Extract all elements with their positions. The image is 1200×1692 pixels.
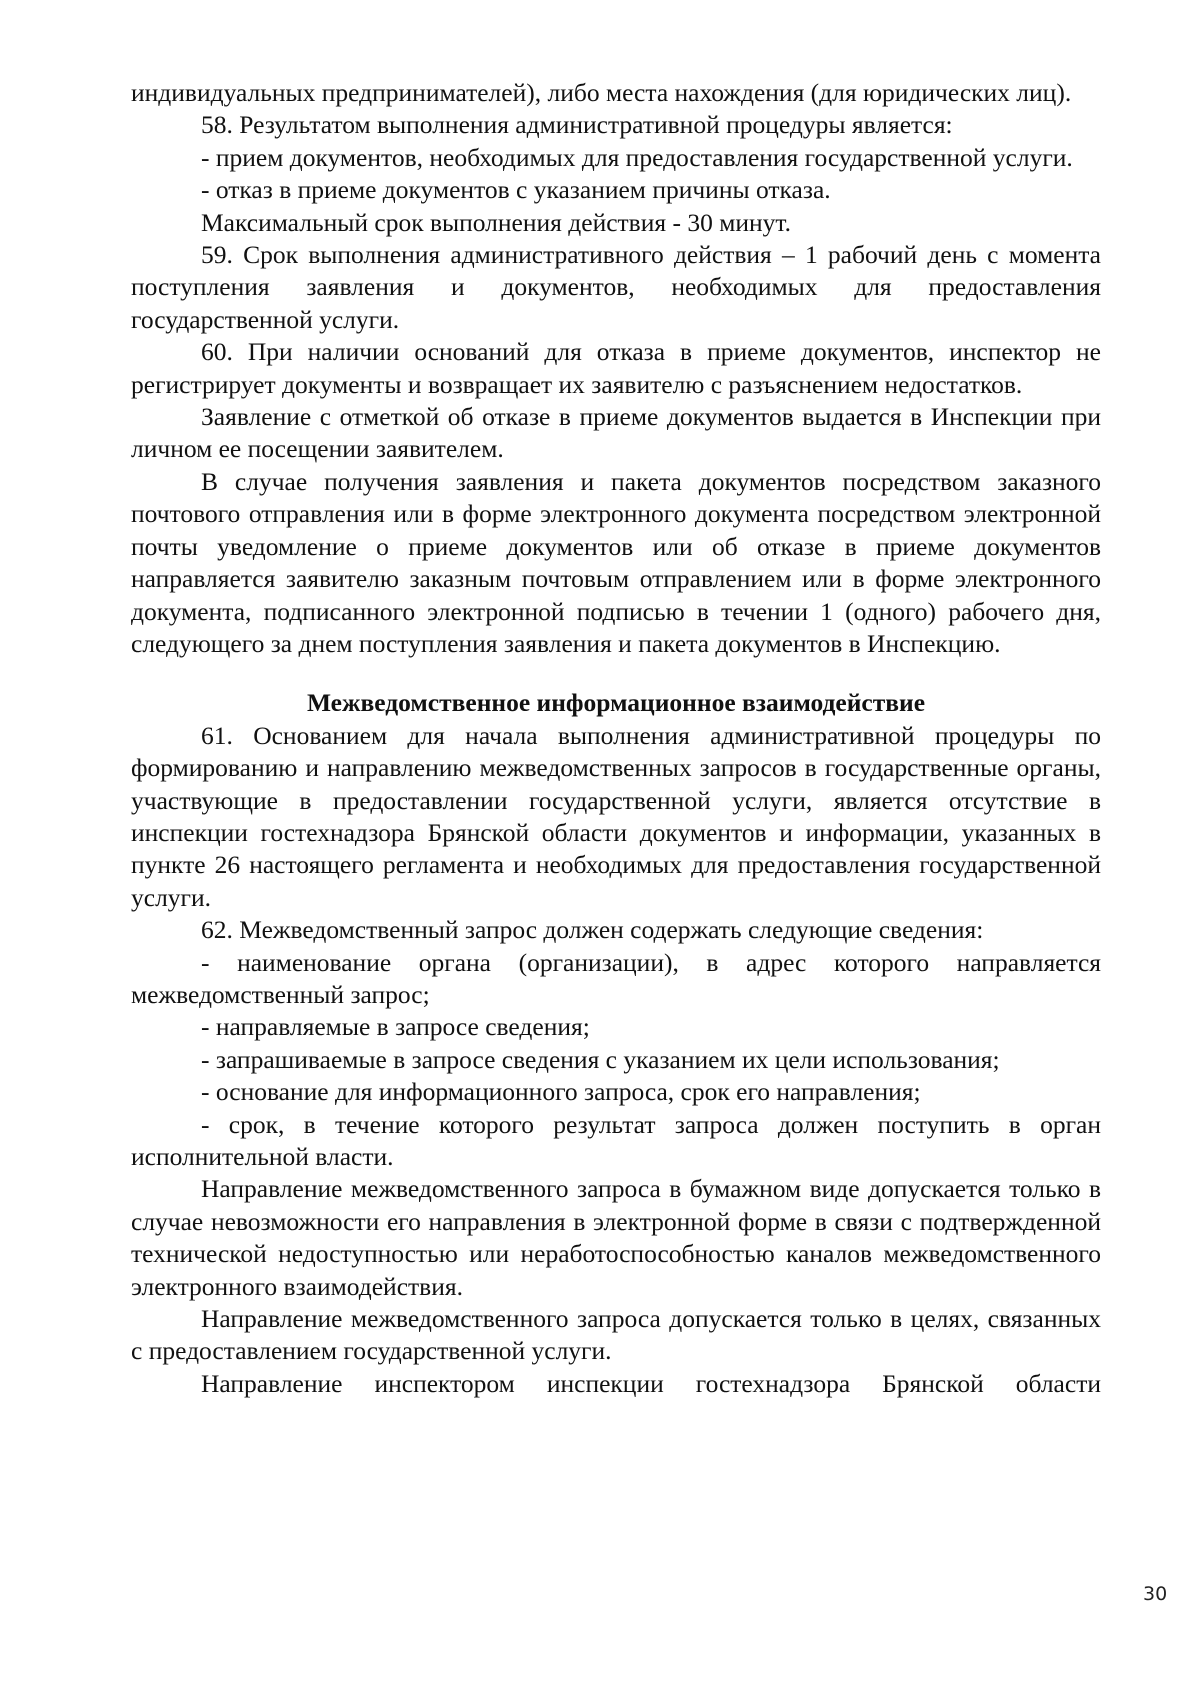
paragraph-request-purpose: Направление межведомственного запроса допускается только в целях, связанных с предоставлением государственной услуги. [131, 1304, 1101, 1366]
document-body [131, 77, 1101, 1400]
paragraph-paper-request: Направление межведомственного запроса в бумажном виде допускается только в случае невозможности его направления в электронной форме в связи с подтвержденной технической недоступностью или неработоспособностью каналов межведомственного электронного взаимодействия. [131, 1174, 1101, 1301]
list-item-organ-name: - наименование органа (организации), в адрес которого направляется межведомственный запрос; [131, 947, 1101, 1009]
paragraph-postal-notification: В случае получения заявления и пакета документов посредством заказного почтового отправления или в форме электронного документа посредством электронной почты уведомление о приеме документов или об отказе в приеме документов направляется заявителю заказным почтовым отправлением или в форме электронного документа, подписанного электронной подписью в течении 1 (одного) рабочего дня, следующего за днем поступления заявления и пакета документов в Инспекцию. [131, 466, 1101, 658]
paragraph-59: 59. Срок выполнения административного действия – 1 рабочий день с момента поступления заявления и документов, необходимых для предоставления государственной услуги. [131, 240, 1101, 334]
section-heading: Межведомственное информационное взаимодействие [306, 688, 926, 718]
list-item-request-basis: - основание для информационного запроса, срок его направления; [201, 1077, 921, 1107]
list-item-response-deadline: - срок, в течение которого результат запроса должен поступить в орган исполнительной власти. [131, 1109, 1101, 1171]
paragraph-60: 60. При наличии оснований для отказа в приеме документов, инспектор не регистрирует документы и возвращает их заявителю с разъяснением недостатков. [131, 337, 1101, 399]
paragraph-inspector-request: Направление инспектором инспекции гостехнадзора Брянской области [201, 1368, 1101, 1398]
paragraph-refusal-statement: Заявление с отметкой об отказе в приеме документов выдается в Инспекции при личном ее посещении заявителем. [131, 402, 1101, 464]
list-item-sent-info: - направляемые в запросе сведения; [201, 1012, 590, 1042]
list-item-requested-info: - запрашиваемые в запросе сведения с указанием их цели использования; [201, 1044, 1000, 1074]
paragraph-62: 62. Межведомственный запрос должен содержать следующие сведения: [201, 915, 984, 945]
paragraph-continuation: индивидуальных предпринимателей), либо места нахождения (для юридических лиц). [131, 78, 1072, 107]
list-item-documents-refused: - отказ в приеме документов с указанием причины отказа. [201, 175, 831, 205]
list-item-documents-accepted: - прием документов, необходимых для предоставления государственной услуги. [201, 142, 1073, 172]
paragraph-max-time: Максимальный срок выполнения действия - 30 минут. [201, 207, 791, 237]
paragraph-61: 61. Основанием для начала выполнения административной процедуры по формированию и направлению межведомственных запросов в государственные органы, участвующие в предоставлении государственной услуги, является отсутствие в инспекции гостехнадзора Брянской области документов и информации, указанных в пункте 26 настоящего регламента и необходимых для предоставления государственной услуги. [131, 720, 1101, 912]
paragraph-58: 58. Результатом выполнения административной процедуры является: [201, 110, 953, 140]
page-number: 30 [1143, 1583, 1168, 1605]
